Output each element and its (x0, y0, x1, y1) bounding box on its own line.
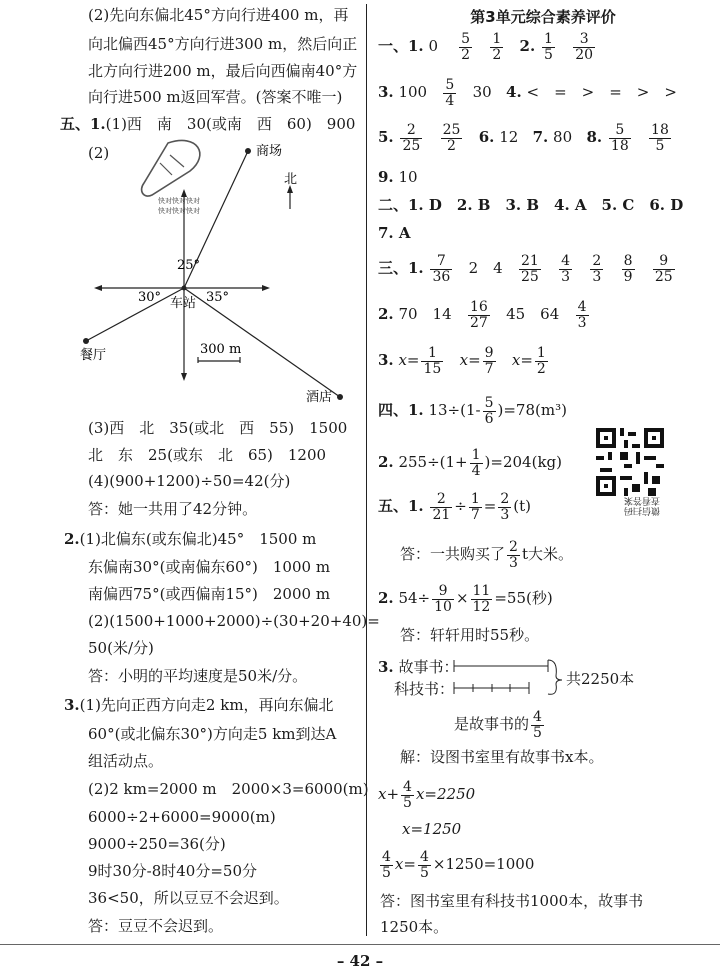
stamp-text: 快对快对快对 (158, 197, 200, 205)
question-number: 3. (378, 658, 394, 676)
question-number: 五、1. (378, 497, 424, 516)
fraction: $\frac{4}{5}$ (382, 849, 391, 881)
stamp-graphic (142, 140, 200, 215)
answer-line: 答：她一共用了42分钟。 (88, 500, 258, 518)
fraction: $\frac{7}{36}$ (432, 253, 451, 285)
question-number: 9. (378, 168, 394, 186)
fraction: $\frac{2}{25}$ (402, 122, 421, 154)
equation-lhs: x= (511, 351, 533, 370)
answer-text: (1)先向正西方向走2 km，再向东偏北 (79, 696, 334, 714)
question-number: 2. (378, 453, 394, 472)
question-5-part-2-label: (2) (88, 144, 110, 162)
answer-line: 答：图书室里有科技书1000本，故事书 (380, 892, 644, 910)
footer-rule (0, 944, 720, 945)
fraction: $\frac{2}{3}$ (592, 253, 602, 285)
fraction: $\frac{2}{3}$ (500, 491, 510, 523)
answer-text: (1)北偏东(或东偏北)45° 1500 m (79, 530, 317, 548)
fraction: $\frac{5}{4}$ (445, 77, 455, 109)
question-number: 3. (64, 696, 80, 714)
text-line: (2)(1500+1000+2000)÷(30+20+40)= (88, 612, 380, 630)
question-number: 7. (532, 128, 549, 147)
answer-row (378, 300, 591, 330)
page-number: – 42 – (336, 952, 384, 970)
total-label: 共2250本 (566, 670, 635, 688)
question-2-line-1 (64, 532, 316, 547)
text-line: 北 东 25(或东 北 65) 1200 (88, 446, 327, 464)
fraction: $\frac{1}{2}$ (536, 345, 546, 377)
question-number: 2. (378, 305, 394, 324)
fraction: $\frac{21}{25}$ (521, 253, 539, 285)
fraction: $\frac{9}{10}$ (434, 583, 452, 615)
answer-row (378, 32, 597, 62)
text-line: 9时30分-8时40分=50分 (88, 862, 257, 880)
station-point (182, 286, 187, 291)
fraction: $\frac{1}{15}$ (423, 345, 442, 377)
text-line: 东偏南30°(或南偏东60°) 1000 m (88, 558, 331, 576)
text-line: 北方向行进200 m，最后向西偏南40°方 (88, 62, 358, 80)
label-hotel: 酒店 (306, 390, 333, 405)
answer-row (378, 78, 677, 108)
answer-row: 7. A (378, 224, 411, 242)
fraction: $\frac{18}{5}$ (651, 122, 669, 154)
text-line: (2)2 km=2000 m 2000×3=6000(m) (88, 780, 369, 798)
fraction: $\frac{1}{2}$ (492, 31, 502, 63)
stamp-text: 快对快对快对 (158, 207, 200, 215)
fraction: $\frac{1}{7}$ (470, 491, 480, 523)
fraction: $\frac{3}{20}$ (575, 31, 594, 63)
label-restaurant: 餐厅 (80, 348, 107, 363)
text-line: 向行进500 m返回军营。(答案不唯一) (88, 88, 343, 106)
fraction: $\frac{4}{3}$ (561, 253, 571, 285)
scale-label: 300 m (200, 342, 242, 357)
text-line: 6000÷2+6000=9000(m) (88, 808, 276, 826)
answer-row: 二、1. D 2. B 3. B 4. A 5. C 6. D (378, 196, 684, 214)
diagram-note: 是故事书的 $\frac{4}{5}$ (454, 709, 542, 741)
equation-lhs: x= (398, 351, 420, 370)
fraction: $\frac{4}{5}$ (403, 779, 412, 811)
angle-label: 30° (138, 290, 162, 305)
text-line: 向北偏西45°方向行进300 m，然后向正 (88, 35, 358, 53)
question-number: 3. (378, 83, 394, 102)
label-station: 车站 (170, 296, 197, 311)
text-line: 南偏西75°(或西偏南15°) 2000 m (88, 585, 331, 603)
answer-line: 答：轩轩用时55秒。 (400, 626, 540, 644)
angle-label: 35° (206, 290, 230, 305)
fraction: $\frac{16}{27}$ (469, 299, 488, 331)
answer-row (378, 123, 673, 153)
answer-row (378, 254, 677, 284)
fraction: $\frac{4}{5}$ (533, 709, 542, 741)
answer-row (378, 346, 550, 376)
answer-value: 45 64 (506, 305, 560, 324)
answer-row: 2. 54÷ $\frac{9}{10}$ × $\frac{11}{12}$ =55(秒) (378, 583, 553, 615)
fraction: $\frac{9}{7}$ (484, 345, 494, 377)
fraction: $\frac{11}{12}$ (472, 583, 491, 615)
question-number: 三、1. (378, 259, 424, 278)
answer-value: 12 (499, 128, 519, 147)
answer-value: 2 4 (468, 259, 503, 278)
answer-row (378, 170, 418, 185)
text-line: 组活动点。 (88, 752, 164, 770)
question-number: 2. (64, 530, 80, 548)
equation-line: $\frac{4}{5}$ x= $\frac{4}{5}$ ×1250=1000 (382, 849, 535, 881)
text-line: 36<50，所以豆豆不会迟到。 (88, 889, 289, 907)
equation-part: )=204(kg) (484, 453, 562, 472)
answer-value: 80 (553, 128, 573, 147)
question-number: 8. (586, 128, 603, 147)
equation-line: x=1250 (402, 820, 462, 838)
question-number: 一、1. (378, 37, 424, 56)
equation-part: 255÷(1+ (398, 453, 468, 472)
question-number: 2. (378, 589, 394, 608)
question-number: 5. (378, 128, 394, 147)
question-number: 四、1. (378, 401, 424, 420)
question-5-line-1 (60, 117, 355, 132)
question-number: 6. (478, 128, 495, 147)
qr-code[interactable] (596, 428, 664, 496)
fraction: $\frac{5}{6}$ (484, 395, 494, 427)
answer-line: 1250本。 (380, 918, 449, 936)
answer-text: (1)西 南 30(或南 西 60) 900 (105, 115, 356, 133)
fraction: $\frac{9}{25}$ (654, 253, 673, 285)
text-line: 60°(或北偏东30°)方向走5 km到达A (88, 725, 337, 743)
fraction: $\frac{1}{5}$ (544, 31, 553, 63)
text-line: (4)(900+1200)÷50=42(分) (88, 472, 291, 490)
answer-value: 10 (398, 168, 418, 186)
equation-part: 13÷(1- (428, 401, 481, 420)
answer-line: 答：豆豆不会迟到。 (88, 917, 224, 935)
text-line: (2)先向东偏北45°方向行进400 m，再 (88, 6, 349, 24)
answer-row (378, 448, 562, 478)
text-line: (3)西 北 35(或北 西 55) 1500 (88, 419, 348, 437)
angle-label: 25° (177, 258, 201, 273)
qr-caption: 微信扫码 查看答案 (624, 494, 661, 515)
fraction: $\frac{8}{9}$ (623, 253, 633, 285)
answer-row: 五、1. $\frac{2}{21}$ ÷ $\frac{1}{7}$ = $\frac{2}{3}$ (t) (378, 491, 532, 523)
fraction: $\frac{5}{18}$ (610, 122, 629, 154)
section-title: 第3单元综合素养评价 (470, 8, 616, 26)
direction-map-diagram (80, 135, 370, 415)
question-number: 五、1. (60, 115, 106, 133)
answer-row (378, 396, 567, 426)
answer-value: 70 14 (398, 305, 452, 324)
equation-lhs: x= (459, 351, 481, 370)
fraction: $\frac{4}{5}$ (419, 849, 429, 881)
answer-value: < = > = > > (526, 83, 677, 102)
fraction: $\frac{2}{21}$ (432, 491, 451, 523)
fraction: $\frac{5}{2}$ (461, 31, 470, 63)
answer-row (378, 660, 458, 675)
question-number: 2. (519, 37, 536, 56)
answer-value: 100 (398, 83, 428, 102)
label-north: 北 (284, 172, 298, 187)
question-3-line-1 (64, 698, 334, 713)
answer-line: 答：一共购买了 $\frac{2}{3}$ t大米。 (400, 539, 573, 571)
fraction: $\frac{25}{2}$ (442, 122, 461, 154)
equation-line: x+ $\frac{4}{5}$ x=2250 (378, 779, 476, 811)
question-number: 3. (378, 351, 394, 370)
text-line: 9000÷250=36(分) (88, 835, 226, 853)
answer-value: 30 (472, 83, 492, 102)
fraction: $\frac{4}{3}$ (577, 299, 587, 331)
bar-label: 科技书： (394, 680, 455, 698)
label-shop: 商场 (256, 144, 283, 159)
answer-value: 0 (428, 37, 438, 56)
bar-label: 故事书： (398, 658, 459, 676)
equation-part: )=78(m³) (497, 401, 567, 420)
text-line: 50(米/分) (88, 639, 154, 657)
question-number: 4. (506, 83, 522, 102)
fraction: $\frac{2}{3}$ (509, 539, 518, 571)
answer-line: 答：小明的平均速度是50米/分。 (88, 667, 308, 685)
solution-line: 解：设图书室里有故事书x本。 (400, 748, 604, 766)
fraction: $\frac{1}{4}$ (471, 447, 481, 479)
